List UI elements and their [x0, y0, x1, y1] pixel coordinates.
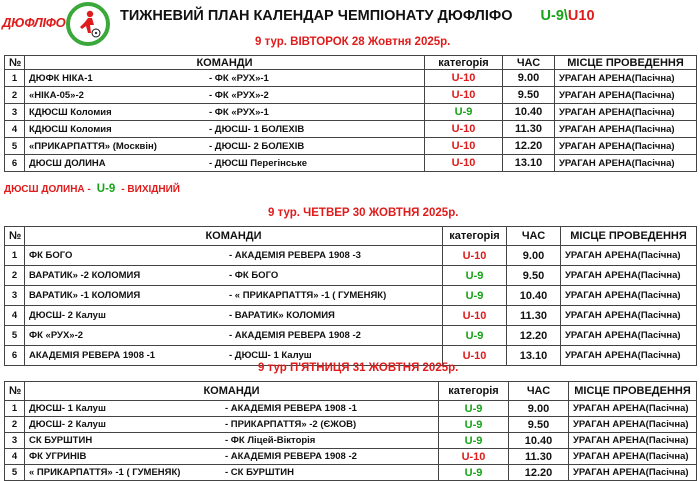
match-teams	[25, 155, 425, 172]
table-row	[5, 104, 697, 121]
home-team: ДЮСШ- 2 Калуш	[29, 310, 106, 321]
home-team: ДЮФК НІКА-1	[29, 72, 93, 84]
rest-note-team: ДЮСШ ДОЛИНА -	[4, 184, 91, 195]
match-teams	[25, 465, 439, 481]
home-team: « ПРИКАРПАТТЯ» -1 ( ГУМЕНЯК)	[29, 467, 181, 478]
match-category: U-10	[443, 246, 507, 266]
title-cat-sep: \	[563, 8, 568, 24]
match-venue: УРАГАН АРЕНА(Пасічна)	[561, 246, 697, 266]
match-teams	[25, 286, 443, 306]
table-row	[5, 87, 697, 104]
match-teams	[25, 246, 443, 266]
table-row	[5, 266, 697, 286]
match-venue: УРАГАН АРЕНА(Пасічна)	[561, 286, 697, 306]
match-number: 4	[5, 121, 25, 138]
match-category: U-9	[439, 401, 509, 417]
match-venue: УРАГАН АРЕНА(Пасічна)	[569, 417, 697, 433]
match-category: U-9	[443, 326, 507, 346]
match-teams	[25, 121, 425, 138]
header-teams: КОМАНДИ	[25, 227, 443, 246]
match-time: 11.30	[509, 449, 569, 465]
match-number: 6	[5, 346, 25, 366]
round-heading-thursday: 9 тур. ЧЕТВЕР 30 ЖОВТНЯ 2025р.	[268, 207, 459, 219]
home-team: ДЮСШ- 1 Калуш	[29, 403, 106, 414]
away-team: - ДЮСШ- 1 Калуш	[229, 350, 312, 361]
header-teams: КОМАНДИ	[25, 382, 439, 401]
match-teams	[25, 326, 443, 346]
table-row	[5, 246, 697, 266]
match-teams	[25, 70, 425, 87]
away-team: - ВАРАТИК» КОЛОМИЯ	[229, 310, 335, 321]
match-time: 10.40	[509, 433, 569, 449]
dyuflifo-logo	[2, 2, 112, 46]
match-venue: УРАГАН АРЕНА(Пасічна)	[569, 401, 697, 417]
match-category: U-10	[425, 155, 503, 172]
away-team: - ФК «РУХ»-1	[209, 106, 269, 118]
table-row	[5, 155, 697, 172]
table-row	[5, 306, 697, 326]
match-venue: УРАГАН АРЕНА(Пасічна)	[555, 87, 697, 104]
header-time: ЧАС	[509, 382, 569, 401]
match-category: U-9	[439, 433, 509, 449]
match-venue: УРАГАН АРЕНА(Пасічна)	[555, 104, 697, 121]
match-time: 13.10	[507, 346, 561, 366]
match-time: 9.00	[503, 70, 555, 87]
rest-note-category: U-9	[96, 183, 116, 195]
match-number: 5	[5, 138, 25, 155]
match-venue: УРАГАН АРЕНА(Пасічна)	[561, 326, 697, 346]
home-team: СК БУРШТИН	[29, 435, 93, 446]
header-category: категорія	[443, 227, 507, 246]
away-team: - АКАДЕМІЯ РЕВЕРА 1908 -3	[229, 250, 361, 261]
header-time: ЧАС	[507, 227, 561, 246]
match-teams	[25, 87, 425, 104]
match-number: 2	[5, 417, 25, 433]
away-team: - АКАДЕМІЯ РЕВЕРА 1908 -2	[225, 451, 357, 462]
match-teams	[25, 138, 425, 155]
match-number: 1	[5, 70, 25, 87]
match-venue: УРАГАН АРЕНА(Пасічна)	[561, 346, 697, 366]
match-time: 12.20	[503, 138, 555, 155]
match-category: U-10	[425, 121, 503, 138]
table-row	[5, 433, 697, 449]
table-row	[5, 286, 697, 306]
match-category: U-10	[425, 70, 503, 87]
match-time: 13.10	[503, 155, 555, 172]
away-team: - АКАДЕМІЯ РЕВЕРА 1908 -2	[229, 330, 361, 341]
away-team: - ПРИКАРПАТТЯ» -2 (ЄЖОВ)	[225, 419, 357, 430]
table-row	[5, 401, 697, 417]
title-categories	[541, 8, 595, 24]
match-number: 4	[5, 306, 25, 326]
page-title-text: ТИЖНЕВИЙ ПЛАН КАЛЕНДАР ЧЕМПІОНАТУ ДЮФЛІФО	[120, 8, 513, 24]
match-time: 11.30	[503, 121, 555, 138]
home-team: КДЮСШ Коломия	[29, 106, 112, 118]
home-team: «НІКА-05»-2	[29, 89, 84, 101]
round-heading-tuesday: 9 тур. ВІВТОРОК 28 Жовтня 2025р.	[255, 36, 451, 48]
header-time: ЧАС	[503, 56, 555, 70]
schedule-table-tuesday	[4, 55, 697, 172]
match-venue: УРАГАН АРЕНА(Пасічна)	[561, 306, 697, 326]
match-time: 11.30	[507, 306, 561, 326]
away-team: - ДЮСШ- 1 БОЛЕХІВ	[209, 123, 305, 135]
logo-wordmark: ДЮФЛІФО	[2, 15, 66, 30]
header-num: №	[5, 56, 25, 70]
match-category: U-9	[425, 104, 503, 121]
match-number: 4	[5, 449, 25, 465]
home-team: АКАДЕМІЯ РЕВЕРА 1908 -1	[29, 350, 156, 361]
match-number: 3	[5, 286, 25, 306]
page-title	[120, 8, 595, 28]
match-time: 9.50	[503, 87, 555, 104]
header-venue: МІСЦЕ ПРОВЕДЕННЯ	[555, 56, 697, 70]
header-num: №	[5, 227, 25, 246]
header-num: №	[5, 382, 25, 401]
header-venue: МІСЦЕ ПРОВЕДЕННЯ	[569, 382, 697, 401]
rest-note	[4, 183, 180, 195]
match-time: 9.00	[509, 401, 569, 417]
table-header-row	[5, 382, 697, 401]
header-category: категорія	[425, 56, 503, 70]
match-teams	[25, 266, 443, 286]
match-number: 5	[5, 326, 25, 346]
match-venue: УРАГАН АРЕНА(Пасічна)	[569, 433, 697, 449]
match-venue: УРАГАН АРЕНА(Пасічна)	[569, 449, 697, 465]
match-number: 2	[5, 266, 25, 286]
table-row	[5, 449, 697, 465]
match-number: 1	[5, 401, 25, 417]
match-category: U-9	[443, 266, 507, 286]
match-number: 2	[5, 87, 25, 104]
match-time: 10.40	[507, 286, 561, 306]
home-team: ДЮСШ- 2 Калуш	[29, 419, 106, 430]
match-category: U-10	[425, 87, 503, 104]
home-team: ФК УГРИНІВ	[29, 451, 87, 462]
table-header-row	[5, 227, 697, 246]
title-cat-u9: U-9	[540, 8, 564, 24]
away-team: - ФК БОГО	[229, 270, 279, 281]
match-venue: УРАГАН АРЕНА(Пасічна)	[555, 70, 697, 87]
match-time: 9.50	[507, 266, 561, 286]
round-heading-friday: 9 тур П'ЯТНИЦЯ 31 ЖОВТНЯ 2025р.	[258, 362, 459, 374]
table-row	[5, 326, 697, 346]
table-row	[5, 417, 697, 433]
match-time: 12.20	[509, 465, 569, 481]
match-venue: УРАГАН АРЕНА(Пасічна)	[555, 155, 697, 172]
header-venue: МІСЦЕ ПРОВЕДЕННЯ	[561, 227, 697, 246]
home-team: ВАРАТИК» -1 КОЛОМИЯ	[29, 290, 141, 301]
table-row	[5, 70, 697, 87]
match-teams	[25, 401, 439, 417]
match-number: 3	[5, 104, 25, 121]
away-team: - ДЮСШ Перегінське	[209, 157, 307, 169]
away-team: - СК БУРШТИН	[225, 467, 294, 478]
table-row	[5, 138, 697, 155]
match-number: 1	[5, 246, 25, 266]
header-category: категорія	[439, 382, 509, 401]
match-category: U-10	[443, 346, 507, 366]
match-venue: УРАГАН АРЕНА(Пасічна)	[561, 266, 697, 286]
match-category: U-10	[443, 306, 507, 326]
home-team: ДЮСШ ДОЛИНА	[29, 157, 106, 169]
match-teams	[25, 104, 425, 121]
header-teams: КОМАНДИ	[25, 56, 425, 70]
match-number: 5	[5, 465, 25, 481]
match-venue: УРАГАН АРЕНА(Пасічна)	[569, 465, 697, 481]
match-number: 3	[5, 433, 25, 449]
away-team: - ФК Ліцей-Вікторія	[225, 435, 316, 446]
match-category: U-9	[439, 465, 509, 481]
home-team: ФК «РУХ»-2	[29, 330, 84, 341]
logo-emblem-icon	[66, 2, 110, 46]
table-row	[5, 121, 697, 138]
match-time: 9.50	[509, 417, 569, 433]
match-number: 6	[5, 155, 25, 172]
match-teams	[25, 306, 443, 326]
schedule-table-friday	[4, 381, 697, 481]
match-time: 9.00	[507, 246, 561, 266]
match-category: U-9	[439, 417, 509, 433]
home-team: ФК БОГО	[29, 250, 73, 261]
match-teams	[25, 433, 439, 449]
away-team: - ФК «РУХ»-2	[209, 89, 269, 101]
home-team: КДЮСШ Коломия	[29, 123, 112, 135]
match-category: U-9	[443, 286, 507, 306]
away-team: - АКАДЕМІЯ РЕВЕРА 1908 -1	[225, 403, 357, 414]
away-team: - ДЮСШ- 2 БОЛЕХІВ	[209, 140, 305, 152]
table-row	[5, 465, 697, 481]
home-team: ВАРАТИК» -2 КОЛОМИЯ	[29, 270, 141, 281]
table-header-row	[5, 56, 697, 70]
away-team: - ФК «РУХ»-1	[209, 72, 269, 84]
match-teams	[25, 417, 439, 433]
match-teams	[25, 449, 439, 465]
match-time: 10.40	[503, 104, 555, 121]
schedule-table-thursday	[4, 226, 697, 366]
match-category: U-10	[425, 138, 503, 155]
home-team: «ПРИКАРПАТТЯ» (Москвін)	[29, 140, 157, 152]
rest-note-text: - ВИХІДНИЙ	[121, 184, 180, 195]
title-cat-u10: U10	[567, 8, 595, 24]
match-category: U-10	[439, 449, 509, 465]
match-venue: УРАГАН АРЕНА(Пасічна)	[555, 121, 697, 138]
match-venue: УРАГАН АРЕНА(Пасічна)	[555, 138, 697, 155]
away-team: - « ПРИКАРПАТТЯ» -1 ( ГУМЕНЯК)	[229, 290, 387, 301]
match-time: 12.20	[507, 326, 561, 346]
